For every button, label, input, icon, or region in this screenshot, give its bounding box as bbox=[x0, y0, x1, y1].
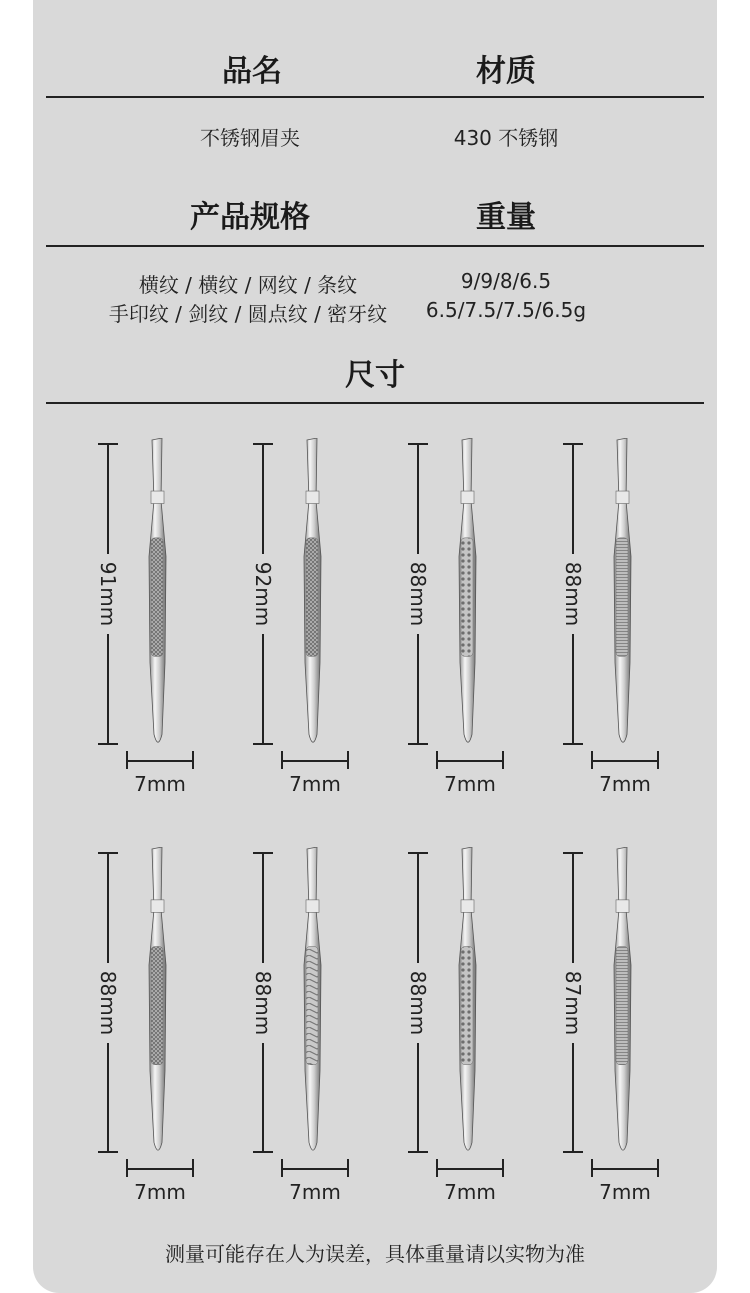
width-label: 7mm bbox=[289, 772, 341, 796]
length-dimension bbox=[98, 443, 118, 745]
width-label: 7mm bbox=[134, 1180, 186, 1204]
length-label: 91mm bbox=[95, 554, 121, 634]
spec-line-2: 手印纹 / 剑纹 / 圆点纹 / 密牙纹 bbox=[108, 302, 388, 326]
header-weight: 重量 bbox=[476, 200, 536, 235]
weight-line-1: 9/9/8/6.5 bbox=[460, 269, 552, 293]
tweezer-illustration bbox=[448, 438, 488, 750]
width-label: 7mm bbox=[444, 772, 496, 796]
width-dimension bbox=[126, 751, 194, 771]
length-dimension bbox=[408, 443, 428, 745]
header-specification: 产品规格 bbox=[190, 200, 310, 235]
tweezer-illustration bbox=[293, 438, 333, 750]
divider bbox=[46, 96, 704, 98]
length-label: 88mm bbox=[95, 963, 121, 1043]
length-label: 87mm bbox=[560, 963, 586, 1043]
width-label: 7mm bbox=[444, 1180, 496, 1204]
header-dimensions: 尺寸 bbox=[345, 358, 405, 393]
tweezer-illustration bbox=[448, 847, 488, 1158]
length-dimension bbox=[253, 443, 273, 745]
divider bbox=[46, 245, 704, 247]
length-dimension bbox=[563, 443, 583, 745]
length-label: 88mm bbox=[405, 963, 431, 1043]
width-label: 7mm bbox=[289, 1180, 341, 1204]
product-name-value: 不锈钢眉夹 bbox=[200, 126, 300, 150]
disclaimer: 测量可能存在人为误差，具体重量请以实物为准 bbox=[165, 1242, 585, 1266]
tweezer-illustration bbox=[138, 438, 178, 750]
width-label: 7mm bbox=[599, 772, 651, 796]
tweezer-illustration bbox=[293, 847, 333, 1158]
weight-line-2: 6.5/7.5/7.5/6.5g bbox=[425, 298, 587, 322]
tweezer-illustration bbox=[603, 847, 643, 1158]
length-label: 92mm bbox=[250, 554, 276, 634]
width-label: 7mm bbox=[599, 1180, 651, 1204]
length-label: 88mm bbox=[405, 554, 431, 634]
tweezer-illustration bbox=[138, 847, 178, 1158]
length-dimension bbox=[563, 852, 583, 1153]
header-material: 材质 bbox=[476, 54, 536, 89]
header-product-name: 品名 bbox=[222, 54, 282, 89]
width-dimension bbox=[281, 1159, 349, 1179]
spec-line-1: 横纹 / 横纹 / 网纹 / 条纹 bbox=[138, 273, 358, 297]
width-dimension bbox=[436, 1159, 504, 1179]
width-dimension bbox=[281, 751, 349, 771]
tweezer-illustration bbox=[603, 438, 643, 750]
length-label: 88mm bbox=[560, 554, 586, 634]
length-dimension bbox=[408, 852, 428, 1153]
width-dimension bbox=[591, 1159, 659, 1179]
length-label: 88mm bbox=[250, 963, 276, 1043]
length-dimension bbox=[98, 852, 118, 1153]
width-dimension bbox=[126, 1159, 194, 1179]
width-dimension bbox=[591, 751, 659, 771]
material-value: 430 不锈钢 bbox=[453, 126, 559, 150]
width-label: 7mm bbox=[134, 772, 186, 796]
length-dimension bbox=[253, 852, 273, 1153]
width-dimension bbox=[436, 751, 504, 771]
divider bbox=[46, 402, 704, 404]
